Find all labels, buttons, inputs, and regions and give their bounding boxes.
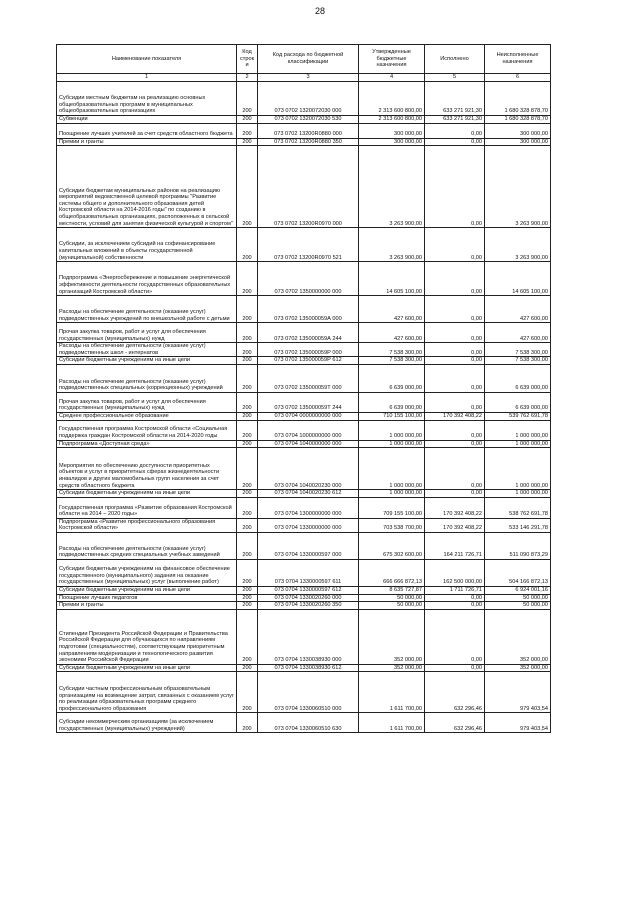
row-executed: 0,00 [425,609,485,664]
header-executed: Исполнено [425,45,485,74]
row-budget-code: 073 0702 1320072030 530 [258,116,359,124]
row-unexecuted: 3 263 900,00 [485,228,551,262]
column-number: 4 [359,74,425,82]
row-unexecuted: 50 000,00 [485,594,551,602]
row-line-code: 200 [237,532,258,559]
row-executed: 632 296,46 [425,713,485,733]
row-budget-code: 073 0702 13200R0970 521 [258,228,359,262]
row-executed: 0,00 [425,420,485,440]
row-approved: 50 000,00 [359,602,425,610]
table-row [57,420,551,440]
row-budget-code: 073 0704 1330020260 000 [258,594,359,602]
row-budget-code: 073 0702 135000059Т 000 [258,364,359,392]
row-name: Субсидии бюджетным учреждениям на иные цели [57,586,237,594]
row-executed: 0,00 [425,594,485,602]
row-line-code: 200 [237,420,258,440]
row-name: Расходы на обеспечение деятельности (оказание услуг) подведомственных школ - интернатов [57,343,237,357]
column-number: 3 [258,74,359,82]
row-approved: 709 155 100,00 [359,497,425,518]
table-header-row [57,45,551,74]
row-name: Субсидии бюджетам муниципальных районов на реализацию мероприятий ведомственной целевой программы "Развитие системы общего и дополнительного образования детей Костромской области на 2014-2016 годы" по созданию в общеобразовательных организациях, расположенных в сельской местности, условий для занятия физической культурой и спортом" [57,146,237,228]
row-executed: 0,00 [425,343,485,357]
row-name: Подпрограмма «Энергосбережение и повышение энергетической эффективности деятельности государственных образовательных организаций Костромской области» [57,262,237,296]
row-executed: 0,00 [425,392,485,412]
table-row [57,296,551,323]
row-unexecuted: 50 000,00 [485,602,551,610]
row-budget-code: 073 0704 1330000000 000 [258,518,359,532]
row-unexecuted: 979 403,54 [485,672,551,713]
row-line-code: 200 [237,518,258,532]
row-approved: 427 600,00 [359,323,425,343]
row-approved: 427 600,00 [359,296,425,323]
row-approved: 300 000,00 [359,123,425,138]
row-approved: 300 000,00 [359,138,425,146]
row-budget-code: 073 0704 1300000000 000 [258,497,359,518]
row-unexecuted: 427 600,00 [485,296,551,323]
header-approved: Утвержденные бюджетные назначения [359,45,425,74]
row-name: Среднее профессиональное образование [57,412,237,420]
row-approved: 14 605 100,00 [359,262,425,296]
row-budget-code: 073 0702 1350000000 000 [258,262,359,296]
table-row [57,82,551,116]
row-budget-code: 073 0702 135000059Т 244 [258,392,359,412]
table-row [57,123,551,138]
row-budget-code: 073 0702 135000059А 000 [258,296,359,323]
row-executed: 0,00 [425,146,485,228]
column-number: 2 [237,74,258,82]
row-name: Субсидии местным бюджетам на реализацию основных общеобразовательных программ в муниципальных общеобразовательных организациях [57,82,237,116]
row-approved: 50 000,00 [359,594,425,602]
row-unexecuted: 504 166 872,13 [485,559,551,586]
table-row [57,357,551,365]
row-unexecuted: 3 263 900,00 [485,146,551,228]
table-row [57,440,551,448]
row-line-code: 200 [237,713,258,733]
row-name: Премии и гранты [57,602,237,610]
row-approved: 675 302 600,00 [359,532,425,559]
column-number-row [57,74,551,82]
row-budget-code: 073 0704 1330038930 612 [258,664,359,672]
row-name: Поощрение лучших учителей за счет средств областного бюджета [57,123,237,138]
row-executed: 633 271 921,30 [425,116,485,124]
row-budget-code: 073 0704 0000000000 000 [258,412,359,420]
row-name: Поощрение лучших педагогов [57,594,237,602]
page-number: 28 [314,6,325,16]
row-name: Субсидии некоммерческим организациям (за исключением государственных (муниципальных) учреждений) [57,713,237,733]
row-name: Прочая закупка товаров, работ и услуг для обеспечения государственных (муниципальных) нужд [57,323,237,343]
row-budget-code: 073 0704 1330000597 612 [258,586,359,594]
table-row [57,497,551,518]
row-approved: 7 538 300,00 [359,357,425,365]
row-line-code: 200 [237,586,258,594]
row-name: Подпрограмма «Развитие профессионального образования Костромской области» [57,518,237,532]
table-row [57,586,551,594]
row-executed: 0,00 [425,138,485,146]
table-row [57,609,551,664]
row-unexecuted: 300 000,00 [485,138,551,146]
row-line-code: 200 [237,594,258,602]
row-line-code: 200 [237,82,258,116]
row-executed: 0,00 [425,448,485,490]
row-approved: 1 611 700,00 [359,672,425,713]
table-row [57,490,551,498]
table-row [57,392,551,412]
row-unexecuted: 1 000 000,00 [485,448,551,490]
row-name: Мероприятия по обеспечению доступности приоритетных объектов и услуг в приоритетных сферах жизнедеятельности инвалидов и других маломобильных групп населения за счет средств областного бюджета [57,448,237,490]
row-name: Субсидии бюджетным учреждениям на финансовое обеспечение государственного (муниципального) задания на оказание государственных (муниципальных) услуг (выполнение работ) [57,559,237,586]
row-executed: 0,00 [425,364,485,392]
row-approved: 352 000,00 [359,664,425,672]
row-line-code: 200 [237,440,258,448]
row-line-code: 200 [237,296,258,323]
row-unexecuted: 6 639 000,00 [485,392,551,412]
row-name: Премии и гранты [57,138,237,146]
row-budget-code: 073 0702 13200R0970 000 [258,146,359,228]
table-row [57,262,551,296]
row-unexecuted: 538 762 691,78 [485,497,551,518]
row-name: Субсидии бюджетным учреждениям на иные цели [57,490,237,498]
header-indicator-name: Наименование показателя [57,45,237,74]
row-approved: 666 666 872,13 [359,559,425,586]
table-row [57,532,551,559]
row-line-code: 200 [237,138,258,146]
row-budget-code: 073 0702 13200R0880 000 [258,123,359,138]
row-executed: 164 211 726,71 [425,532,485,559]
row-name: Субсидии бюджетным учреждениям на иные цели [57,357,237,365]
row-approved: 8 635 727,87 [359,586,425,594]
row-line-code: 200 [237,664,258,672]
row-executed: 0,00 [425,440,485,448]
row-unexecuted: 979 403,54 [485,713,551,733]
row-approved: 6 639 000,00 [359,364,425,392]
table-row [57,138,551,146]
row-line-code: 200 [237,559,258,586]
row-executed: 162 500 000,00 [425,559,485,586]
table-row [57,594,551,602]
table-row [57,448,551,490]
row-executed: 170 392 408,22 [425,518,485,532]
row-budget-code: 073 0702 135000059Р 612 [258,357,359,365]
row-budget-code: 073 0704 1330038930 000 [258,609,359,664]
row-approved: 6 639 000,00 [359,392,425,412]
row-unexecuted: 1 000 000,00 [485,490,551,498]
row-approved: 703 538 700,00 [359,518,425,532]
table-row [57,518,551,532]
row-unexecuted: 6 639 000,00 [485,364,551,392]
row-name: Расходы на обеспечение деятельности (оказание услуг) подведомственных учреждений по внешкольной работе с детьми [57,296,237,323]
row-budget-code: 073 0704 1040000000 000 [258,440,359,448]
row-unexecuted: 533 146 291,78 [485,518,551,532]
row-unexecuted: 300 000,00 [485,123,551,138]
row-name: Прочая закупка товаров, работ и услуг для обеспечения государственных (муниципальных) нужд [57,392,237,412]
row-name: Расходы на обеспечение деятельности (оказание услуг) подведомственных средних специальных учебных заведений [57,532,237,559]
row-executed: 0,00 [425,296,485,323]
table-row [57,146,551,228]
row-executed: 0,00 [425,664,485,672]
row-unexecuted: 6 924 001,16 [485,586,551,594]
row-line-code: 200 [237,262,258,296]
row-executed: 0,00 [425,602,485,610]
row-line-code: 200 [237,343,258,357]
header-budget-code: Код расхода по бюджетной классификации [258,45,359,74]
table-row [57,116,551,124]
row-unexecuted: 511 090 873,29 [485,532,551,559]
row-name: Расходы на обеспечение деятельности (оказание услуг) подведомственных специальных (коррекционных) учреждений [57,364,237,392]
budget-execution-table [56,44,551,733]
row-executed: 0,00 [425,357,485,365]
table-row [57,713,551,733]
header-unexecuted: Неисполненные назначения [485,45,551,74]
row-line-code: 200 [237,116,258,124]
row-name: Субвенции [57,116,237,124]
row-line-code: 200 [237,412,258,420]
row-executed: 1 711 726,71 [425,586,485,594]
row-line-code: 200 [237,357,258,365]
row-line-code: 200 [237,392,258,412]
row-name: Государственная программа Костромской области «Социальная поддержка граждан Костромской области на 2014-2020 годы [57,420,237,440]
row-approved: 352 000,00 [359,609,425,664]
row-name: Субсидии частным профессиональным образовательным организациям на возмещение затрат, связанных с оказанием услуг по реализации образовательных программ среднего профессионального образования [57,672,237,713]
row-executed: 0,00 [425,262,485,296]
row-line-code: 200 [237,364,258,392]
row-approved: 7 538 300,00 [359,343,425,357]
row-executed: 0,00 [425,123,485,138]
row-line-code: 200 [237,497,258,518]
row-approved: 3 263 900,00 [359,228,425,262]
row-executed: 632 296,46 [425,672,485,713]
header-line-code: Код строк и [237,45,258,74]
row-budget-code: 073 0704 1000000000 000 [258,420,359,440]
row-approved: 1 611 700,00 [359,713,425,733]
row-name: Субсидии бюджетным учреждениям на иные цели [57,664,237,672]
column-number: 6 [485,74,551,82]
column-number: 1 [57,74,237,82]
row-unexecuted: 1 000 000,00 [485,440,551,448]
row-approved: 1 000 000,00 [359,490,425,498]
row-line-code: 200 [237,609,258,664]
row-line-code: 200 [237,448,258,490]
row-unexecuted: 7 538 300,00 [485,357,551,365]
table-row [57,559,551,586]
row-unexecuted: 539 762 691,78 [485,412,551,420]
row-executed: 0,00 [425,228,485,262]
row-budget-code: 073 0702 135000059А 244 [258,323,359,343]
table-row [57,602,551,610]
row-unexecuted: 1 680 328 878,70 [485,116,551,124]
row-name: Субсидии, за исключением субсидий на софинансирование капитальных вложений в объекты государственной (муниципальной) собственности [57,228,237,262]
row-unexecuted: 1 000 000,00 [485,420,551,440]
column-number: 5 [425,74,485,82]
table-row [57,364,551,392]
table-row [57,323,551,343]
table-row [57,672,551,713]
row-executed: 633 271 921,30 [425,82,485,116]
row-line-code: 200 [237,123,258,138]
row-approved: 2 313 600 800,00 [359,116,425,124]
row-approved: 3 263 900,00 [359,146,425,228]
row-budget-code: 073 0704 1040020230 000 [258,448,359,490]
row-unexecuted: 352 000,00 [485,609,551,664]
row-budget-code: 073 0702 13200R0880 350 [258,138,359,146]
row-line-code: 200 [237,146,258,228]
table-row [57,343,551,357]
row-executed: 0,00 [425,490,485,498]
row-budget-code: 073 0704 1330000597 000 [258,532,359,559]
row-name: Стипендии Президента Российской Федерации и Правительства Российской Федерации для обучающихся по направлениям подготовки (специальностям), соответствующим приоритетным направлениям модернизации и технологического развития экономики Российской Федерации [57,609,237,664]
row-approved: 1 000 000,00 [359,440,425,448]
row-line-code: 200 [237,672,258,713]
row-budget-code: 073 0704 1330060510 000 [258,672,359,713]
row-approved: 2 313 600 800,00 [359,82,425,116]
row-budget-code: 073 0702 1320072030 000 [258,82,359,116]
row-approved: 1 000 000,00 [359,420,425,440]
row-budget-code: 073 0702 135000059Р 000 [258,343,359,357]
row-unexecuted: 427 600,00 [485,323,551,343]
row-unexecuted: 352 000,00 [485,664,551,672]
row-executed: 170 392 408,22 [425,412,485,420]
row-budget-code: 073 0704 1330020260 350 [258,602,359,610]
row-unexecuted: 7 538 300,00 [485,343,551,357]
row-name: Государственная программа «Развитие образования Костромской области на 2014 – 2020 годы» [57,497,237,518]
row-budget-code: 073 0704 1330060510 630 [258,713,359,733]
row-approved: 1 000 000,00 [359,448,425,490]
row-unexecuted: 14 605 100,00 [485,262,551,296]
row-executed: 170 392 408,22 [425,497,485,518]
row-approved: 710 155 100,00 [359,412,425,420]
row-line-code: 200 [237,228,258,262]
row-executed: 0,00 [425,323,485,343]
table-body [57,82,551,733]
row-name: Подпрограмма «Доступная среда» [57,440,237,448]
table-row [57,664,551,672]
row-line-code: 200 [237,602,258,610]
row-line-code: 200 [237,323,258,343]
row-unexecuted: 1 680 328 878,70 [485,82,551,116]
row-budget-code: 073 0704 1330000597 611 [258,559,359,586]
table-row [57,228,551,262]
row-budget-code: 073 0704 1040020230 612 [258,490,359,498]
table-row [57,412,551,420]
row-line-code: 200 [237,490,258,498]
